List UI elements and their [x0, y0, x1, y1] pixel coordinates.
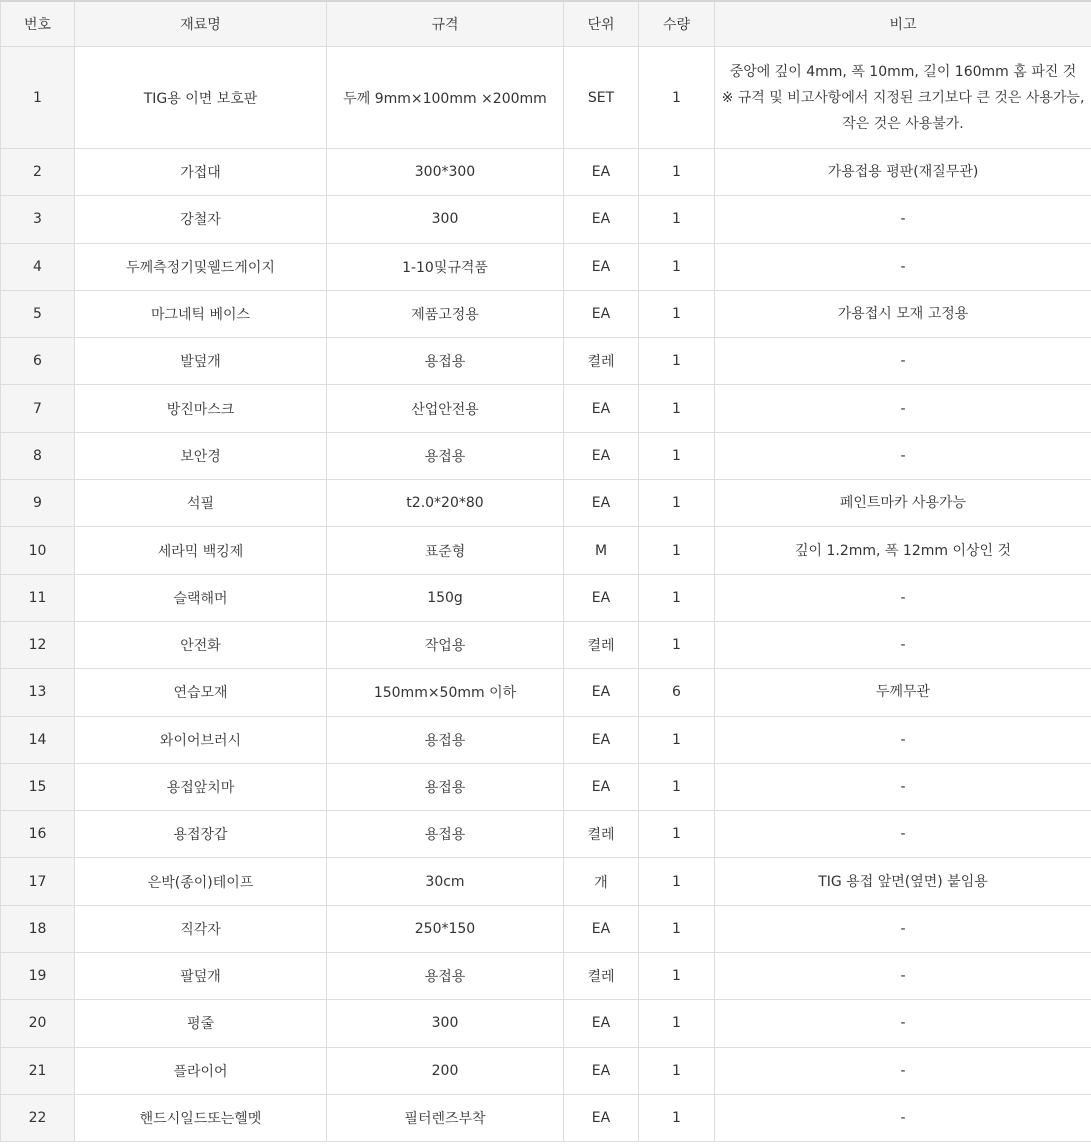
cell-qty: 1	[639, 621, 715, 668]
cell-no: 16	[1, 811, 75, 858]
table-row	[1, 47, 1091, 149]
cell-spec: 용접용	[327, 953, 564, 1000]
cell-note: -	[715, 243, 1091, 290]
cell-name: 용접앞치마	[75, 763, 327, 810]
cell-qty: 1	[639, 858, 715, 905]
cell-qty: 1	[639, 480, 715, 527]
cell-no: 4	[1, 243, 75, 290]
table-row	[1, 338, 1091, 385]
table-row	[1, 149, 1091, 196]
cell-spec: t2.0*20*80	[327, 480, 564, 527]
table-body	[1, 47, 1091, 1142]
cell-spec: 150g	[327, 574, 564, 621]
cell-spec: 작업용	[327, 621, 564, 668]
cell-no: 17	[1, 858, 75, 905]
cell-no: 18	[1, 905, 75, 952]
table-row	[1, 621, 1091, 668]
cell-qty: 1	[639, 527, 715, 574]
cell-note: 페인트마카 사용가능	[715, 480, 1091, 527]
cell-name: 안전화	[75, 621, 327, 668]
cell-qty: 1	[639, 47, 715, 149]
cell-note: -	[715, 1000, 1091, 1047]
cell-spec: 용접용	[327, 811, 564, 858]
cell-note: -	[715, 811, 1091, 858]
cell-name: 가접대	[75, 149, 327, 196]
cell-spec: 200	[327, 1047, 564, 1094]
cell-no: 11	[1, 574, 75, 621]
cell-spec: 표준형	[327, 527, 564, 574]
cell-name: 보안경	[75, 432, 327, 479]
cell-name: 세라믹 백킹제	[75, 527, 327, 574]
table-row	[1, 858, 1091, 905]
table-row	[1, 574, 1091, 621]
table-row	[1, 243, 1091, 290]
cell-qty: 1	[639, 243, 715, 290]
cell-note: -	[715, 1094, 1091, 1141]
cell-name: 와이어브러시	[75, 716, 327, 763]
cell-qty: 1	[639, 953, 715, 1000]
cell-name: 강철자	[75, 196, 327, 243]
cell-spec: 용접용	[327, 338, 564, 385]
cell-no: 6	[1, 338, 75, 385]
cell-unit: 개	[564, 858, 639, 905]
cell-name: 은박(종이)테이프	[75, 858, 327, 905]
cell-unit: EA	[564, 432, 639, 479]
cell-qty: 1	[639, 338, 715, 385]
header-qty: 수량	[639, 1, 715, 47]
table-header	[1, 1, 1091, 47]
cell-note: -	[715, 763, 1091, 810]
cell-unit: EA	[564, 905, 639, 952]
header-note: 비고	[715, 1, 1091, 47]
cell-spec: 30cm	[327, 858, 564, 905]
header-no: 번호	[1, 1, 75, 47]
cell-unit: EA	[564, 1047, 639, 1094]
cell-name: 방진마스크	[75, 385, 327, 432]
cell-spec: 1-10및규격품	[327, 243, 564, 290]
cell-unit: EA	[564, 480, 639, 527]
cell-unit: 켤레	[564, 811, 639, 858]
cell-unit: EA	[564, 574, 639, 621]
cell-note: -	[715, 338, 1091, 385]
cell-unit: EA	[564, 763, 639, 810]
cell-unit: SET	[564, 47, 639, 149]
table-row	[1, 1000, 1091, 1047]
cell-spec: 300	[327, 1000, 564, 1047]
cell-unit: EA	[564, 385, 639, 432]
cell-name: 용접장갑	[75, 811, 327, 858]
cell-name: 직각자	[75, 905, 327, 952]
cell-unit: EA	[564, 1000, 639, 1047]
table-row	[1, 480, 1091, 527]
header-row	[1, 1, 1091, 47]
cell-unit: EA	[564, 716, 639, 763]
cell-no: 22	[1, 1094, 75, 1141]
cell-name: 핸드시일드또는헬멧	[75, 1094, 327, 1141]
cell-note: -	[715, 905, 1091, 952]
cell-unit: EA	[564, 290, 639, 337]
table-row	[1, 763, 1091, 810]
header-spec: 규격	[327, 1, 564, 47]
cell-no: 8	[1, 432, 75, 479]
cell-name: 평줄	[75, 1000, 327, 1047]
table-row	[1, 953, 1091, 1000]
cell-name: 연습모재	[75, 669, 327, 716]
cell-spec: 250*150	[327, 905, 564, 952]
cell-no: 7	[1, 385, 75, 432]
cell-note: -	[715, 196, 1091, 243]
cell-no: 9	[1, 480, 75, 527]
cell-qty: 1	[639, 574, 715, 621]
cell-note: -	[715, 621, 1091, 668]
cell-no: 13	[1, 669, 75, 716]
cell-spec: 300*300	[327, 149, 564, 196]
cell-note: 가용접시 모재 고정용	[715, 290, 1091, 337]
table-row	[1, 1047, 1091, 1094]
table-row	[1, 1094, 1091, 1141]
cell-qty: 1	[639, 432, 715, 479]
cell-qty: 1	[639, 763, 715, 810]
cell-no: 20	[1, 1000, 75, 1047]
cell-unit: EA	[564, 1094, 639, 1141]
cell-note: -	[715, 953, 1091, 1000]
cell-spec: 용접용	[327, 763, 564, 810]
table-row	[1, 527, 1091, 574]
cell-unit: 켤레	[564, 953, 639, 1000]
cell-qty: 1	[639, 149, 715, 196]
table-row	[1, 905, 1091, 952]
cell-no: 1	[1, 47, 75, 149]
table-row	[1, 432, 1091, 479]
cell-unit: 켤레	[564, 338, 639, 385]
cell-qty: 1	[639, 385, 715, 432]
cell-name: 슬랙해머	[75, 574, 327, 621]
cell-note: 두께무관	[715, 669, 1091, 716]
table-row	[1, 669, 1091, 716]
cell-note: 중앙에 깊이 4mm, 폭 10mm, 길이 160mm 홈 파진 것 ※ 규격 및 비고사항에서 지정된 크기보다 큰 것은 사용가능, 작은 것은 사용불가.	[715, 47, 1091, 149]
cell-unit: EA	[564, 669, 639, 716]
cell-note: -	[715, 432, 1091, 479]
cell-note: 가용접용 평판(재질무관)	[715, 149, 1091, 196]
cell-unit: M	[564, 527, 639, 574]
cell-no: 3	[1, 196, 75, 243]
cell-note: -	[715, 574, 1091, 621]
cell-note: -	[715, 385, 1091, 432]
cell-name: 두께측정기및웰드게이지	[75, 243, 327, 290]
header-unit: 단위	[564, 1, 639, 47]
cell-spec: 용접용	[327, 716, 564, 763]
cell-qty: 1	[639, 290, 715, 337]
cell-note: TIG 용접 앞면(옆면) 붙임용	[715, 858, 1091, 905]
cell-no: 21	[1, 1047, 75, 1094]
cell-spec: 두께 9mm×100mm ×200mm	[327, 47, 564, 149]
table-row	[1, 196, 1091, 243]
cell-qty: 1	[639, 811, 715, 858]
cell-unit: EA	[564, 196, 639, 243]
cell-spec: 제품고정용	[327, 290, 564, 337]
cell-no: 12	[1, 621, 75, 668]
cell-no: 19	[1, 953, 75, 1000]
cell-no: 14	[1, 716, 75, 763]
cell-name: 팔덮개	[75, 953, 327, 1000]
cell-note: -	[715, 1047, 1091, 1094]
cell-qty: 1	[639, 905, 715, 952]
cell-qty: 6	[639, 669, 715, 716]
cell-no: 2	[1, 149, 75, 196]
table-row	[1, 385, 1091, 432]
cell-name: 발덮개	[75, 338, 327, 385]
cell-name: 석필	[75, 480, 327, 527]
cell-qty: 1	[639, 1000, 715, 1047]
cell-unit: 켤레	[564, 621, 639, 668]
cell-name: 플라이어	[75, 1047, 327, 1094]
cell-no: 15	[1, 763, 75, 810]
cell-note: -	[715, 716, 1091, 763]
table-row	[1, 811, 1091, 858]
cell-name: TIG용 이면 보호판	[75, 47, 327, 149]
cell-qty: 1	[639, 196, 715, 243]
header-name: 재료명	[75, 1, 327, 47]
cell-unit: EA	[564, 243, 639, 290]
table-row	[1, 290, 1091, 337]
cell-spec: 필터렌즈부착	[327, 1094, 564, 1141]
cell-unit: EA	[564, 149, 639, 196]
cell-spec: 300	[327, 196, 564, 243]
cell-qty: 1	[639, 1094, 715, 1141]
cell-qty: 1	[639, 716, 715, 763]
cell-name: 마그네틱 베이스	[75, 290, 327, 337]
cell-note: 깊이 1.2mm, 폭 12mm 이상인 것	[715, 527, 1091, 574]
cell-qty: 1	[639, 1047, 715, 1094]
table-row	[1, 716, 1091, 763]
cell-spec: 산업안전용	[327, 385, 564, 432]
cell-no: 5	[1, 290, 75, 337]
cell-no: 10	[1, 527, 75, 574]
cell-spec: 150mm×50mm 이하	[327, 669, 564, 716]
cell-spec: 용접용	[327, 432, 564, 479]
